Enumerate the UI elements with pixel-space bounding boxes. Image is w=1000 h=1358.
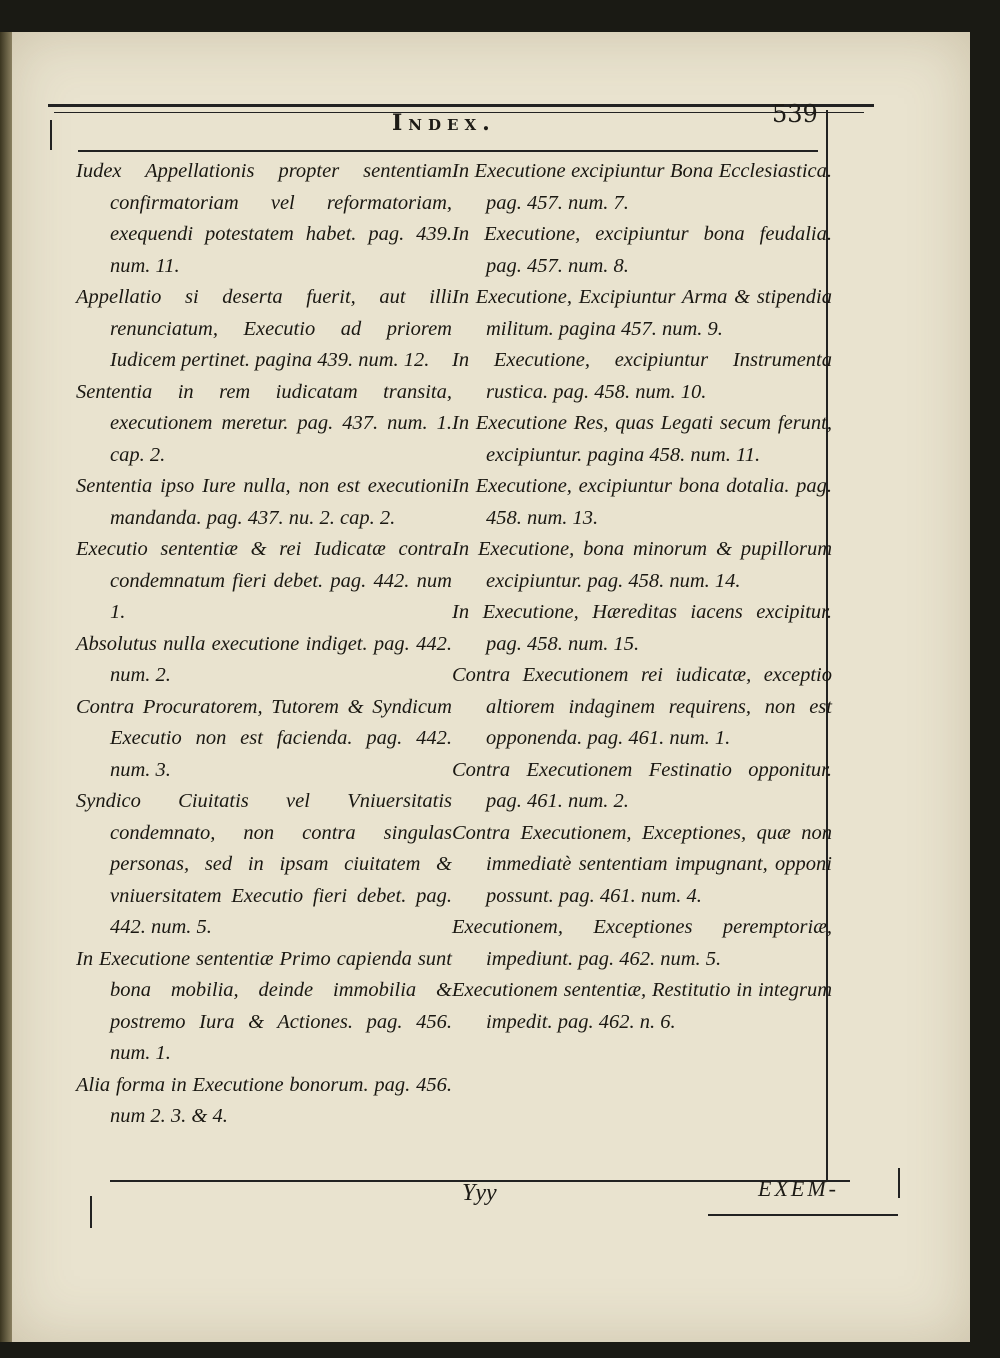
index-entry: In Executione, excipiuntur Instrumenta rustica. pag. 458. num. 10. xyxy=(452,349,832,403)
index-entry: Contra Procuratorem, Tutorem & Syndicum Executio non est facienda. pag. 442. num. 3. xyxy=(76,695,452,781)
index-column-left xyxy=(76,156,452,1133)
index-entry: Executio sententiæ & rei Iudicatæ contra condemnatum fieri debet. pag. 442. num 1. xyxy=(76,538,452,623)
index-entry: In Executione, excipiuntur bona dotalia. pag. 458. num. 13. xyxy=(452,475,832,529)
index-entry: Appellatio si deserta fuerit, aut illi renunciatum, Executio ad priorem Iudicem pertinet. pagina 439. num. 12. xyxy=(76,286,452,371)
index-entry: In Executione excipiuntur Bona Ecclesiastica. pag. 457. num. 7. xyxy=(452,160,832,214)
index-entry: In Executione sententiæ Primo capienda sunt bona mobilia, deinde immobilia & postremo Iura & Actiones. pag. 456. num. 1. xyxy=(76,947,452,1064)
index-entry: In Executione Res, quas Legati secum ferunt, excipiuntur. pagina 458. num. 11. xyxy=(452,412,832,466)
footer-right-tick xyxy=(898,1168,900,1198)
index-entry: Sententia ipso Iure nulla, non est executioni mandanda. pag. 437. nu. 2. cap. 2. xyxy=(76,475,452,529)
footer-left-tick xyxy=(90,1196,92,1228)
page-number: 539 xyxy=(772,100,818,128)
catchword: EXEM- xyxy=(758,1176,839,1201)
book-gutter xyxy=(0,32,12,1342)
index-entry: Executionem, Exceptiones peremptoriæ, impediunt. pag. 462. num. 5. xyxy=(452,916,832,970)
page-title: Index. xyxy=(392,110,496,136)
header-rule-top xyxy=(48,104,874,107)
footer-rule-lower xyxy=(708,1214,898,1216)
index-entry: In Executione, Excipiuntur Arma & stipendia militum. pagina 457. num. 9. xyxy=(452,286,832,340)
index-entry: Absolutus nulla executione indiget. pag. 442. num. 2. xyxy=(76,632,452,686)
index-entry: Contra Executionem rei iudicatæ, exceptio altiorem indaginem requirens, non est opponenda. pag. 461. num. 1. xyxy=(452,664,832,749)
index-entry: Alia forma in Executione bonorum. pag. 456. num 2. 3. & 4. xyxy=(76,1073,452,1127)
index-entry: Sententia in rem iudicatam transita, executionem meretur. pag. 437. num. 1. cap. 2. xyxy=(76,380,452,466)
left-margin-rule xyxy=(50,120,52,150)
index-entry: Iudex Appellationis propter sententiam confirmatoriam vel reformatoriam, exequendi potestatem habet. pag. 439. num. 11. xyxy=(76,160,452,277)
index-entry: In Executione, excipiuntur bona feudalia. pag. 457. num. 8. xyxy=(452,223,832,277)
index-entry: Executionem sententiæ, Restitutio in integrum impedit. pag. 462. n. 6. xyxy=(452,979,832,1033)
index-entry: Contra Executionem Festinatio opponitur. pag. 461. num. 2. xyxy=(452,758,832,812)
index-entry: In Executione, bona minorum & pupillorum excipiuntur. pag. 458. num. 14. xyxy=(452,538,832,592)
header-rule-bottom xyxy=(78,150,818,152)
index-entry: Contra Executionem, Exceptiones, quæ non immediatè sententiam impugnant, opponi possunt. pag. 461. num. 4. xyxy=(452,821,832,907)
index-entry: In Executione, Hæreditas iacens excipitur. pag. 458. num. 15. xyxy=(452,601,832,655)
index-entry: Syndico Ciuitatis vel Vniuersitatis condemnato, non contra singulas personas, sed in ipsam ciuitatem & vniuersitatem Executio fieri debet. pag. 442. num. 5. xyxy=(76,790,452,938)
index-column-right xyxy=(452,156,832,1038)
signature-mark: Yyy xyxy=(462,1180,497,1206)
